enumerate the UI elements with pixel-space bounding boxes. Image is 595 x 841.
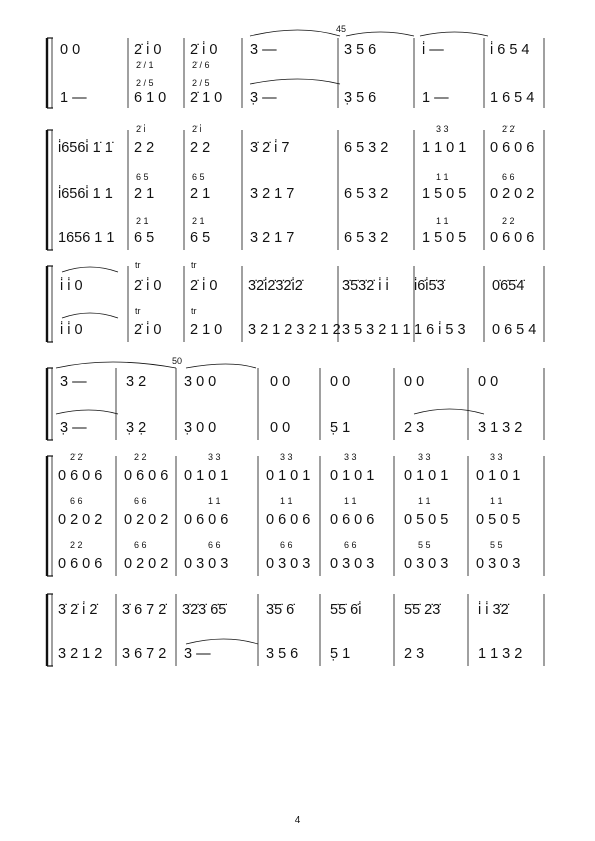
bar: 1 5 0 5 (422, 186, 467, 202)
chord-tones: 2 / 5 (136, 78, 154, 88)
bar: 2 1 (134, 186, 155, 202)
trill-mark: tr (191, 260, 197, 270)
bar: 2̇ i̇ 0 (134, 42, 162, 58)
bar: 0 3 0 3 (330, 556, 375, 572)
trill-mark: tr (135, 260, 141, 270)
system-1-staff-6 (60, 260, 525, 294)
bar: 5̣ 1 (330, 420, 351, 436)
bar: 6 5 (134, 230, 155, 246)
bar: 5̣ 1 (330, 646, 351, 662)
system-2-staff-6 (58, 601, 510, 618)
bar: 0 2 0 2 (490, 186, 535, 202)
bar: 0 3 0 3 (404, 556, 449, 572)
system-1-lines (47, 38, 544, 342)
chord-tones: 1 1 (344, 496, 357, 506)
bar: 3̇2̇i̇2̇3̇2̇i̇2̇ (248, 278, 303, 294)
bar: 2 2 (190, 140, 211, 156)
bar: 0 6 0 6 (58, 556, 103, 572)
bar: 3 2 1 7 (250, 186, 295, 202)
system-2 (47, 356, 544, 666)
chord-tones: 6 6 (134, 540, 147, 550)
bar: 0 1 0 1 (404, 468, 449, 484)
bar: 3̣ 2̣ (126, 420, 147, 436)
bar: 2 3 (404, 646, 425, 662)
bar: 0 1 0 1 (266, 468, 311, 484)
chord-tones: 2̇ i̇ (192, 124, 202, 134)
system-2-staff-5 (58, 540, 520, 572)
trill-mark: tr (135, 306, 141, 316)
system-1-staff-7 (60, 306, 536, 338)
chord-tones: 1 1 (436, 216, 449, 226)
bar: 3 — (60, 374, 87, 390)
bar: 0 1 0 1 (476, 468, 521, 484)
bar: 2̇ i̇ 0 (134, 278, 162, 294)
bar: 5̇5̇ 6̇i̇ (330, 602, 362, 618)
bar: 0 0 (270, 374, 291, 390)
chord-tones: 3 3 (344, 452, 357, 462)
chord-tones: 2̇ 2̇ (502, 124, 515, 134)
bar: 1 — (422, 90, 449, 106)
bar: 3̇2̇3̇ 6̇5̇ (182, 602, 227, 618)
slur (420, 32, 488, 36)
page-number: 4 (294, 815, 301, 826)
chord-tones: 2 / 5 (192, 78, 210, 88)
bar: 3̇5̇ 6̇ (266, 602, 295, 618)
trill-mark: tr (191, 306, 197, 316)
bar: 2 3 (404, 420, 425, 436)
bar: 3̣ — (250, 90, 277, 106)
bar: i̇ i̇ 0 (60, 278, 83, 294)
chord-tones: 1 1 (418, 496, 431, 506)
bar: 3̣ 5 6 (344, 90, 377, 106)
chord-tones: 3 3 (436, 124, 449, 134)
bar: 0 2 0 2 (124, 512, 169, 528)
chord-tones: 6 6 (280, 540, 293, 550)
bar: 0 6 0 6 (490, 230, 535, 246)
bar: 3̇ 6 7 2̇ (122, 602, 167, 618)
bar: 0 5 0 5 (476, 512, 521, 528)
chord-tones: 2 2 (70, 540, 83, 550)
bar: i̇ 6 5 4 (490, 42, 530, 58)
chord-tones: 1 1 (208, 496, 221, 506)
bar: 2 1 (190, 186, 211, 202)
bar: 1 1 0 1 (422, 140, 467, 156)
bar: 1 6 i̇ 5 3 (414, 322, 466, 338)
slur (56, 410, 118, 414)
system-1-staff-5 (58, 216, 534, 246)
bar: 2̇ i̇ 0 (190, 278, 218, 294)
bar: 0 6 0 6 (330, 512, 375, 528)
bar: 0 3 0 3 (184, 556, 229, 572)
bar: 2̇ i̇ 0 (134, 322, 162, 338)
bar: 3 2 (126, 374, 147, 390)
bar: i̇6̇i̇5̇3̇ (414, 278, 445, 294)
bar: 3 — (184, 646, 211, 662)
bar: 0 0 (478, 374, 499, 390)
bar: 1656 1 1 (58, 230, 115, 246)
bar: 1 — (60, 90, 87, 106)
bar: 3 0 0 (184, 374, 217, 390)
chord-tones: 5 5 (490, 540, 503, 550)
bar: 2 2 (134, 140, 155, 156)
bar: 0 2 0 2 (124, 556, 169, 572)
chord-tones: 3 3 (490, 452, 503, 462)
bar: 3 6 7 2 (122, 646, 167, 662)
chord-tones: 2̇ / 6 (192, 60, 210, 70)
chord-tones: 6 5 (192, 172, 205, 182)
bar: i̇656i̇ 1̇ 1̇ (58, 140, 113, 156)
bar: 3̇ 2̇ i̇ 2̇ (58, 602, 98, 618)
bar: i̇656i̇ 1 1 (58, 186, 113, 202)
chord-tones: 2 2 (134, 452, 147, 462)
chord-tones: 2̇ 2̇ (70, 452, 83, 462)
bar: 1 1 3 2 (478, 646, 523, 662)
slur (62, 267, 118, 272)
bar: 3 2 1 7 (250, 230, 295, 246)
bar: 0 6 0 6 (266, 512, 311, 528)
bar: 3 2 1 2 (58, 646, 103, 662)
chord-tones: 6 6 (208, 540, 221, 550)
bar: 1 5 0 5 (422, 230, 467, 246)
bar: 2̇ i̇ 0 (190, 42, 218, 58)
chord-tones: 2̇ / 1 (136, 60, 154, 70)
bar: 0 0 (60, 42, 81, 58)
system-1 (47, 24, 544, 342)
bar: 3̣ — (60, 420, 87, 436)
bar: 3̇5̇3̇2̇ i̇ i̇ (342, 278, 389, 294)
bar: 3 2 1 2 3 2 1 2 (248, 322, 341, 338)
bar: 6 5 3 2 (344, 140, 389, 156)
bar: 0 2 0 2 (58, 512, 103, 528)
slur (186, 639, 258, 644)
bar: 0 5 0 5 (404, 512, 449, 528)
system-1-staff-3 (58, 123, 534, 156)
slur (56, 362, 176, 368)
chord-tones: 1 1 (436, 172, 449, 182)
slur (346, 32, 414, 36)
bar: 0 6 0 6 (58, 468, 103, 484)
system-2-staff-1 (60, 374, 498, 390)
bar: 0 0 (404, 374, 425, 390)
chord-tones: 2 1 (192, 216, 205, 226)
bar: 0 6 0 6 (124, 468, 169, 484)
bar: 3 1 3 2 (478, 420, 523, 436)
chord-tones: 1 1 (280, 496, 293, 506)
bar: 3 — (250, 42, 277, 58)
bar: 0 3 0 3 (266, 556, 311, 572)
slur (414, 409, 484, 414)
bar: 3 5 6 (344, 42, 377, 58)
chord-tones: 6 6 (70, 496, 83, 506)
measure-number-50: 50 (172, 356, 183, 366)
bar: 6 5 3 2 (344, 186, 389, 202)
bar: 0 6 0 6 (490, 140, 535, 156)
bar: 0 6 5 4 (492, 322, 537, 338)
bar: i̇ i̇ 0 (60, 322, 83, 338)
chord-tones: 1 1 (490, 496, 503, 506)
bar: 5̇5̇ 2̇3̇ (404, 602, 441, 618)
chord-tones: 6 5 (136, 172, 149, 182)
chord-tones: 6 6 (502, 172, 515, 182)
slur (250, 79, 340, 84)
system-2-staff-4 (58, 496, 520, 528)
chord-tones: 3 3 (208, 452, 221, 462)
system-2-staff-7 (58, 646, 522, 662)
bar: 0 6 0 6 (184, 512, 229, 528)
chord-tones: 2 2 (502, 216, 515, 226)
bar: 0̇6̇5̇4̇ (492, 278, 525, 294)
chord-tones: 2̇ i̇ (136, 124, 146, 134)
system-1-staff-2 (60, 78, 534, 106)
bar: 0 1 0 1 (184, 468, 229, 484)
bar: i̇ — (422, 42, 444, 58)
measure-number-45: 45 (336, 24, 347, 34)
bar: 3 5 6 (266, 646, 299, 662)
system-2-staff-3 (58, 452, 520, 484)
bar: 2 1 0 (190, 322, 223, 338)
bar: 0 3 0 3 (476, 556, 521, 572)
system-1-staff-4 (58, 172, 534, 202)
bar: 3 5 3 2 1 1 (342, 322, 411, 338)
chord-tones: 2 1 (136, 216, 149, 226)
bar: 3̇ 2̇ i̇ 7 (250, 140, 290, 156)
system-1-staff-1 (60, 41, 530, 70)
bar: 2̇ 1 0 (190, 90, 223, 106)
system-2-staff-2 (60, 420, 522, 436)
chord-tones: 6 6 (134, 496, 147, 506)
chord-tones: 5 5 (418, 540, 431, 550)
slur (250, 30, 340, 36)
bar: i̇ i̇ 3̇2̇ (478, 602, 509, 618)
bar: 0 1 0 1 (330, 468, 375, 484)
bar: 3̣ 0 0 (184, 420, 217, 436)
slur (62, 313, 118, 318)
bar: 0 0 (330, 374, 351, 390)
bar: 6 1 0 (134, 90, 167, 106)
bar: 6 5 (190, 230, 211, 246)
bar: 1 6 5 4 (490, 90, 535, 106)
chord-tones: 3 3 (418, 452, 431, 462)
slur (186, 364, 256, 368)
chord-tones: 6 6 (344, 540, 357, 550)
chord-tones: 3 3 (280, 452, 293, 462)
bar: 0 0 (270, 420, 291, 436)
bar: 6 5 3 2 (344, 230, 389, 246)
